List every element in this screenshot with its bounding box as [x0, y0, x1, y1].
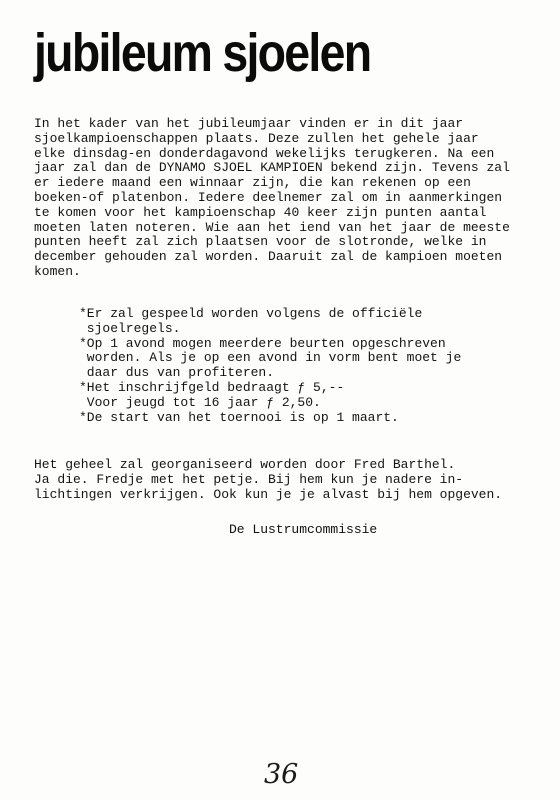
rule-item — [79, 307, 539, 337]
rule-line: *De start van het toernooi is op 1 maart. — [79, 409, 399, 425]
intro-line: er iedere maand een winnaar zijn, die kan rekenen op een — [34, 175, 471, 191]
closing-line: Ja die. Fredje met het petje. Bij hem kun je nadere in- — [34, 471, 464, 487]
intro-line: punten heeft zal zich plaatsen voor de slotronde, welke in — [34, 234, 487, 250]
intro-line: sjoelkampioenschappen plaats. Deze zullen het gehele jaar — [34, 130, 479, 146]
rule-line: sjoelregels. — [79, 320, 181, 336]
signature: De Lustrumcommissie — [229, 522, 378, 537]
rule-line: worden. Als je op een avond in vorm bent moet je — [79, 350, 462, 366]
rule-item — [79, 411, 539, 426]
rule-item — [79, 337, 539, 381]
rule-line: *Op 1 avond mogen meerdere beurten opgeschreven — [79, 335, 446, 351]
rule-line: *Er zal gespeeld worden volgens de officiële — [79, 306, 423, 321]
rules-list — [79, 307, 539, 425]
closing-line: lichtingen verkrijgen. Ook kun je je alvast bij hem opgeven. — [34, 486, 503, 502]
intro-line: december gehouden zal worden. Daaruit zal de kampioen moeten — [34, 249, 503, 265]
rule-line: Voor jeugd tot 16 jaar ƒ 2,50. — [79, 394, 321, 410]
intro-paragraph — [34, 117, 554, 280]
intro-line: In het kader van het jubileumjaar vinden er in dit jaar — [34, 116, 464, 131]
page-number: 36 — [264, 759, 299, 790]
closing-paragraph — [34, 458, 554, 502]
intro-line: te komen voor het kampioenschap 40 keer zijn punten aantal — [34, 204, 487, 220]
rule-line: daar dus van profiteren. — [79, 365, 275, 381]
intro-line: komen. — [34, 263, 81, 279]
page-title: jubileum sjoelen — [34, 23, 371, 83]
intro-line: jaar zal dan de DYNAMO SJOEL KAMPIOEN bekend zijn. Tevens zal — [34, 160, 510, 176]
intro-line: elke dinsdag-en donderdagavond wekelijks terugkeren. Na een — [34, 145, 495, 161]
rule-item — [79, 381, 539, 411]
intro-line: moeten laten noteren. Wie aan het iend van het jaar de meeste — [34, 219, 510, 235]
closing-line: Het geheel zal georganiseerd worden door Fred Barthel. — [34, 457, 456, 472]
rule-line: *Het inschrijfgeld bedraagt ƒ 5,-- — [79, 379, 345, 395]
intro-line: boeken-of platenbon. Iedere deelnemer zal om in aanmerkingen — [34, 189, 503, 205]
